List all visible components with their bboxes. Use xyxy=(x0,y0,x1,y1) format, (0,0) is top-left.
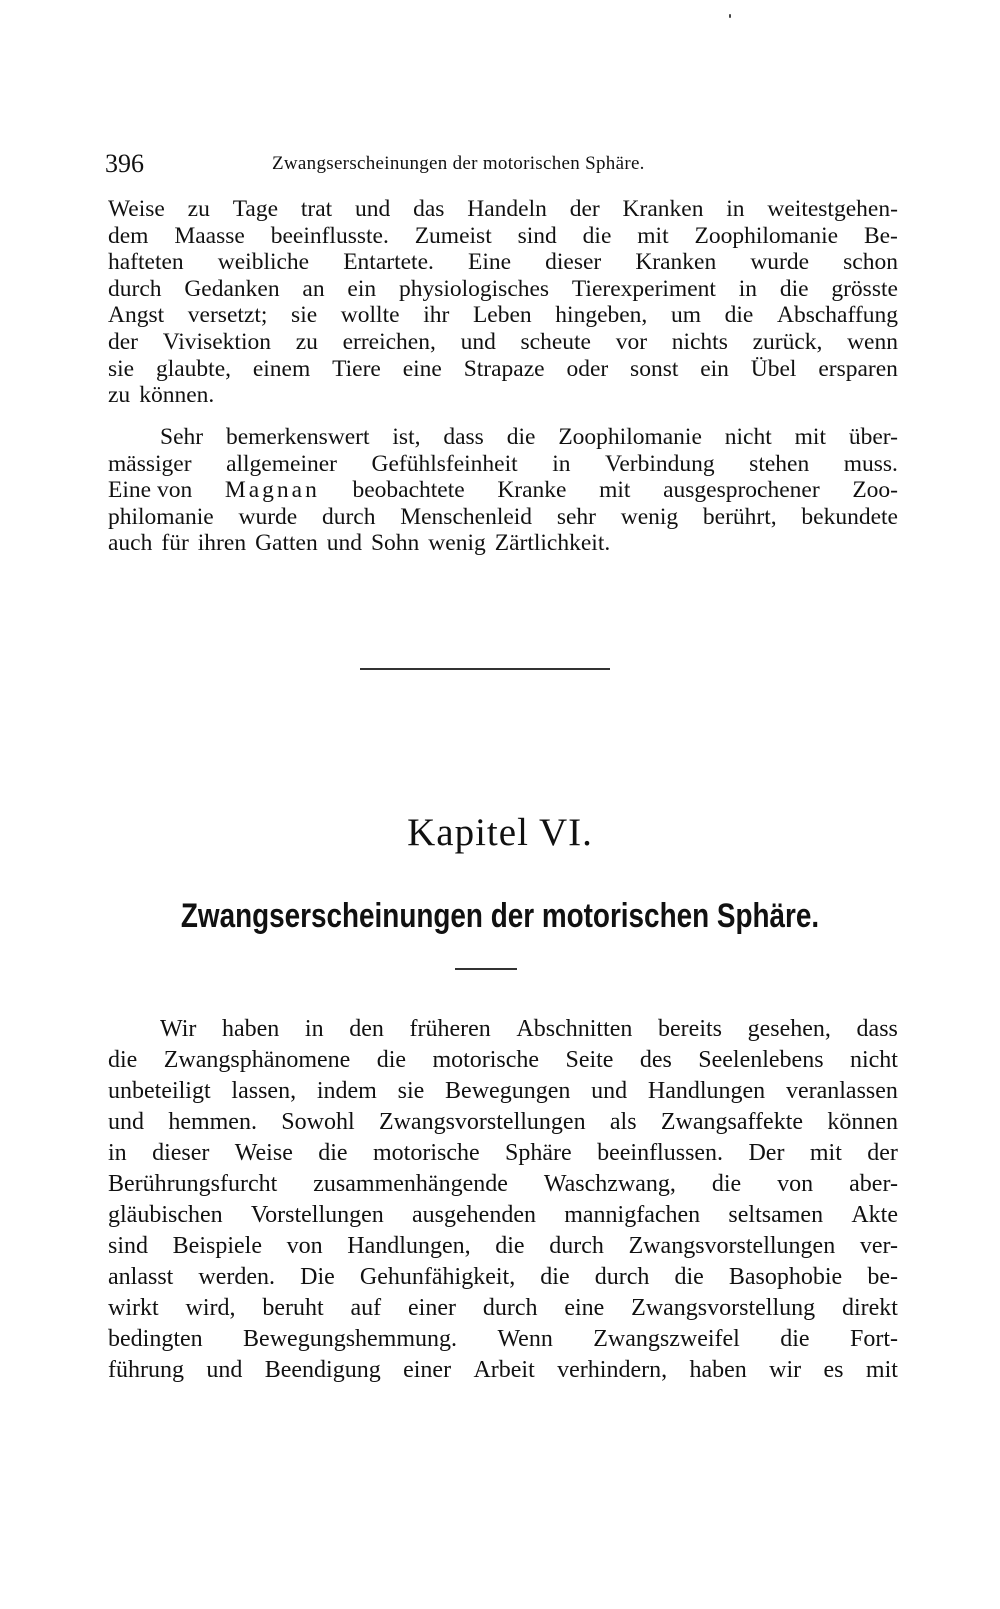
word: beobachtete xyxy=(352,477,465,504)
word: Gatten xyxy=(255,530,318,557)
word: Bewegungen xyxy=(445,1078,571,1104)
word: Wir xyxy=(160,1016,197,1042)
word: wir xyxy=(769,1357,802,1383)
word: ein xyxy=(347,275,377,302)
paragraph-chapter-opening xyxy=(108,1014,898,1386)
word: durch xyxy=(594,1264,650,1290)
word: ihren xyxy=(197,530,247,557)
word: dass xyxy=(856,1016,898,1042)
print-speck xyxy=(729,14,731,18)
word: früheren xyxy=(409,1016,491,1042)
text-line xyxy=(108,1231,898,1262)
word: und xyxy=(591,1078,628,1104)
word: nicht xyxy=(724,424,772,450)
word: ver- xyxy=(859,1233,898,1259)
word: Abschaffung xyxy=(776,302,898,329)
word: Tierexperiment xyxy=(571,275,716,302)
text-line xyxy=(108,302,898,329)
word: und xyxy=(460,328,496,355)
word: weitestgehen- xyxy=(767,196,898,222)
word: und xyxy=(355,196,391,222)
word: mit xyxy=(599,477,631,504)
word: Seite xyxy=(565,1047,614,1073)
word: durch xyxy=(549,1233,604,1259)
word: den xyxy=(349,1016,384,1042)
word: Zwangsvorstellungen xyxy=(628,1233,836,1259)
word: physiologisches xyxy=(398,275,550,302)
chapter-label: Kapitel VI. xyxy=(407,811,593,854)
word: sie xyxy=(108,355,135,382)
word: Kranken xyxy=(622,196,704,222)
word: Angst xyxy=(108,302,165,329)
word: ein xyxy=(700,355,729,382)
word: trat xyxy=(300,196,333,222)
word: Be- xyxy=(863,222,898,249)
text-line xyxy=(108,249,898,276)
word: Fort- xyxy=(849,1326,898,1352)
word: bemerkenswert xyxy=(225,424,370,450)
word: zu xyxy=(187,196,210,222)
word: mit xyxy=(637,222,669,249)
word: mit xyxy=(865,1357,898,1383)
word: hingeben, xyxy=(555,302,648,329)
text-line xyxy=(108,329,898,356)
word: Waschzwang, xyxy=(543,1171,676,1197)
text-line xyxy=(108,1169,898,1200)
word: für xyxy=(161,530,189,557)
word: eine xyxy=(402,355,442,382)
text-line xyxy=(108,1138,898,1169)
word: Zoophilomanie xyxy=(694,222,839,249)
word: ersparen xyxy=(818,355,898,382)
word: Bewegungshemmung. xyxy=(243,1326,458,1352)
word: dieser xyxy=(545,249,602,276)
word: sind xyxy=(517,222,557,249)
word: Wenn xyxy=(497,1326,553,1352)
word: die xyxy=(779,275,809,302)
word: haben xyxy=(689,1357,747,1383)
word: nicht xyxy=(849,1047,898,1073)
word: um xyxy=(670,302,701,329)
text-line xyxy=(108,1107,898,1138)
title-divider xyxy=(455,968,517,970)
word: die xyxy=(780,1326,810,1352)
word: Zoo- xyxy=(852,477,898,504)
word: bereits xyxy=(658,1016,722,1042)
word: lassen, xyxy=(231,1078,297,1104)
word: Übel xyxy=(750,355,797,382)
word: Weise xyxy=(108,196,165,222)
word: sonst xyxy=(630,355,679,382)
word: Gehunfähigkeit, xyxy=(359,1264,516,1290)
word: schon xyxy=(843,249,898,276)
word: Sowohl xyxy=(281,1109,355,1135)
word: es xyxy=(823,1357,844,1383)
word: in xyxy=(108,1140,127,1166)
word: Zwangsphänomene xyxy=(163,1047,351,1073)
text-line xyxy=(108,530,898,557)
word: Handeln xyxy=(467,196,547,222)
paragraph-continued xyxy=(108,196,898,409)
word: von xyxy=(286,1233,323,1259)
word: Arbeit xyxy=(473,1357,535,1383)
text-line xyxy=(108,1262,898,1293)
word: die xyxy=(495,1233,525,1259)
word: in xyxy=(738,275,758,302)
word: die xyxy=(711,1171,742,1197)
word: dieser xyxy=(152,1140,210,1166)
word: Tiere xyxy=(332,355,381,382)
word: ausgesprochener xyxy=(663,477,820,504)
word: die xyxy=(108,1047,138,1073)
word: grösste xyxy=(831,275,898,302)
word: die xyxy=(376,1047,407,1073)
text-line xyxy=(108,196,898,223)
word: zurück, xyxy=(752,328,823,355)
text-line xyxy=(108,1200,898,1231)
word: mässiger xyxy=(108,450,192,477)
word: Zoophilomanie xyxy=(558,424,702,450)
running-head: Zwangserscheinungen der motorischen Sphäre. xyxy=(272,153,645,174)
author-name-spaced: Magnan xyxy=(224,477,320,504)
word: unbeteiligt xyxy=(108,1078,211,1104)
word: dem xyxy=(108,222,149,249)
word: die xyxy=(318,1140,348,1166)
word: auf xyxy=(350,1295,382,1321)
word: einer xyxy=(403,1357,452,1383)
word: sehr xyxy=(556,503,596,530)
word: Kranke xyxy=(497,477,567,504)
word: Gedanken xyxy=(184,275,280,302)
word: Handlungen xyxy=(647,1078,766,1104)
word: werden. xyxy=(198,1264,276,1290)
text-line xyxy=(108,276,898,303)
word: die xyxy=(724,302,754,329)
word: Vivisektion xyxy=(162,328,271,355)
word: gläubischen xyxy=(108,1202,223,1228)
word: als xyxy=(609,1109,637,1135)
word: führung xyxy=(108,1357,184,1383)
word: gesehen, xyxy=(747,1016,831,1042)
word: bekundete xyxy=(801,503,898,530)
word: durch xyxy=(321,503,376,530)
word: mit xyxy=(809,1140,842,1166)
word: anlasst xyxy=(108,1264,174,1290)
word: können xyxy=(827,1109,898,1135)
word: be- xyxy=(867,1264,898,1290)
word: aber- xyxy=(849,1171,898,1197)
text-line xyxy=(108,382,898,409)
word: durch xyxy=(108,275,162,302)
text-line xyxy=(108,1076,898,1107)
word: der xyxy=(569,196,600,222)
word: direkt xyxy=(841,1295,898,1321)
word: einer xyxy=(408,1295,456,1321)
word: zusammenhängende xyxy=(313,1171,508,1197)
word: ihr xyxy=(423,302,450,329)
word: weibliche xyxy=(217,249,310,276)
word: motorische xyxy=(372,1140,480,1166)
word: wenn xyxy=(847,328,898,355)
word: bedingten xyxy=(108,1326,203,1352)
chapter-title: Zwangserscheinungen der motorischen Sphäre. xyxy=(180,897,820,935)
word: allgemeiner xyxy=(226,450,337,477)
word: Weise xyxy=(234,1140,293,1166)
word: Seelenlebens xyxy=(698,1047,824,1073)
word: ausgehenden xyxy=(412,1202,536,1228)
word: zu xyxy=(108,382,131,409)
word: glaubte, xyxy=(155,355,231,382)
word: an xyxy=(302,275,325,302)
word: Menschenleid xyxy=(400,503,533,530)
word: Sohn xyxy=(370,530,420,557)
section-divider xyxy=(360,668,610,670)
word: Berührungsfurcht xyxy=(108,1171,278,1197)
word: indem xyxy=(316,1078,377,1104)
word: Verbindung xyxy=(605,450,715,477)
word: stehen xyxy=(749,450,810,477)
text-line xyxy=(108,1293,898,1324)
word: durch xyxy=(482,1295,538,1321)
word: Eine xyxy=(467,249,512,276)
word: Strapaze xyxy=(463,355,545,382)
text-line xyxy=(108,1355,898,1386)
line-prefix: Eine von xyxy=(108,477,193,504)
word: nichts xyxy=(671,328,728,355)
word: beeinflusste. xyxy=(270,222,389,249)
word: der xyxy=(108,328,139,355)
word: Beispiele xyxy=(172,1233,262,1259)
word: erreichen, xyxy=(342,328,436,355)
word: zu xyxy=(295,328,318,355)
word: in xyxy=(726,196,745,222)
text-line xyxy=(108,1045,898,1076)
word: von xyxy=(777,1171,814,1197)
word: Die xyxy=(300,1264,335,1290)
word: Vorstellungen xyxy=(250,1202,384,1228)
word: in xyxy=(304,1016,324,1042)
word: in xyxy=(552,450,571,477)
word: beeinflussen. xyxy=(597,1140,724,1166)
word: oder xyxy=(566,355,609,382)
word: dass xyxy=(443,424,484,450)
word: wollte xyxy=(340,302,400,329)
text-line xyxy=(108,451,898,478)
word: sie xyxy=(397,1078,425,1104)
page-header xyxy=(105,146,895,182)
word: Leben xyxy=(472,302,532,329)
word: die xyxy=(674,1264,704,1290)
word: Zwangszweifel xyxy=(593,1326,740,1352)
word: wenig xyxy=(620,503,679,530)
word: philomanie xyxy=(108,503,214,530)
word: wirkt xyxy=(108,1295,159,1321)
text-line xyxy=(108,1014,898,1045)
word: Zwangsaffekte xyxy=(660,1109,804,1135)
word: Zärtlichkeit. xyxy=(494,530,611,557)
page-number: 396 xyxy=(105,149,144,178)
word: und xyxy=(326,530,362,557)
text-line-with-name xyxy=(108,477,898,504)
text-line xyxy=(108,223,898,250)
word: und xyxy=(206,1357,243,1383)
word: Beendigung xyxy=(264,1357,381,1383)
word: Kranken xyxy=(635,249,717,276)
word: einem xyxy=(252,355,311,382)
word: Akte xyxy=(851,1202,898,1228)
word: über- xyxy=(848,424,898,450)
word: motorische xyxy=(432,1047,540,1073)
word: scheute xyxy=(520,328,591,355)
word: hemmen. xyxy=(168,1109,257,1135)
word: Entartete. xyxy=(343,249,434,276)
word: sie xyxy=(291,302,318,329)
word: Zwangsvorstellungen xyxy=(378,1109,586,1135)
word: muss. xyxy=(843,450,898,477)
word: Basophobie xyxy=(728,1264,843,1290)
word: Sphäre xyxy=(505,1140,572,1166)
word: der xyxy=(867,1140,898,1166)
word: die xyxy=(540,1264,570,1290)
text-line xyxy=(108,1324,898,1355)
text-line xyxy=(108,424,898,451)
word: des xyxy=(639,1047,672,1073)
word: Gefühlsfeinheit xyxy=(371,450,518,477)
word: Zwangsvorstellung xyxy=(631,1295,816,1321)
word: das xyxy=(413,196,445,222)
word: beruht xyxy=(262,1295,324,1321)
word: Tage xyxy=(232,196,279,222)
word: ist, xyxy=(392,424,421,450)
word: Abschnitten xyxy=(516,1016,633,1042)
paragraph-zoophilomanie xyxy=(108,424,898,557)
word: wird, xyxy=(185,1295,236,1321)
word: und xyxy=(108,1109,144,1135)
word: Sehr xyxy=(160,424,204,450)
word: seltsamen xyxy=(728,1202,824,1228)
word: berührt, xyxy=(702,503,777,530)
word: auch xyxy=(108,530,153,557)
word: eine xyxy=(564,1295,605,1321)
word: verhindern, xyxy=(557,1357,668,1383)
word: wurde xyxy=(750,249,810,276)
word: vor xyxy=(615,328,648,355)
word: die xyxy=(582,222,612,249)
word: mannigfachen xyxy=(564,1202,701,1228)
word: können. xyxy=(139,382,215,409)
word: sind xyxy=(108,1233,149,1259)
word: die xyxy=(506,424,536,450)
word: Der xyxy=(748,1140,785,1166)
word: hafteten xyxy=(108,249,184,276)
word: wenig xyxy=(428,530,486,557)
word: haben xyxy=(221,1016,280,1042)
word: Maasse xyxy=(174,222,245,249)
text-line xyxy=(108,504,898,531)
word: mit xyxy=(794,424,826,450)
word: Zumeist xyxy=(414,222,492,249)
word: versetzt; xyxy=(187,302,268,329)
word: veranlassen xyxy=(785,1078,898,1104)
text-line xyxy=(108,356,898,383)
word: Handlungen, xyxy=(347,1233,471,1259)
word: wurde xyxy=(238,503,298,530)
